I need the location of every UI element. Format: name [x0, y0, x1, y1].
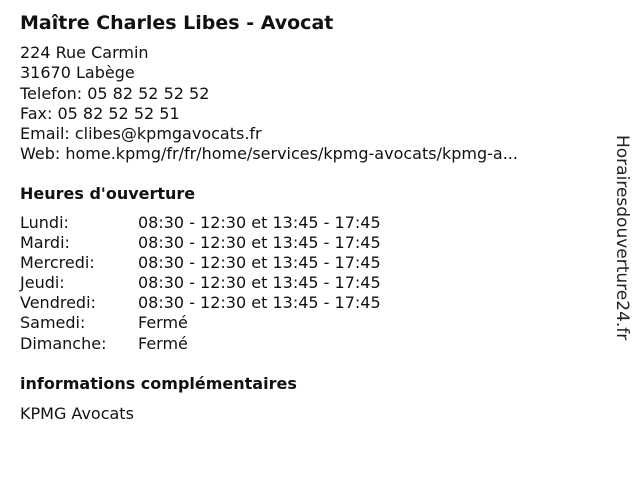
day-hours: Fermé [138, 313, 188, 333]
day-label: Mercredi: [20, 253, 95, 273]
phone-line: Telefon: 05 82 52 52 52 [20, 83, 210, 103]
site-watermark: Horairesdouverture24.fr [612, 135, 632, 341]
day-label: Samedi: [20, 313, 86, 333]
fax-line: Fax: 05 82 52 52 51 [20, 103, 180, 123]
extra-info-heading: informations complémentaires [20, 374, 297, 393]
hours-row-monday [20, 213, 381, 233]
hours-row-friday [20, 293, 381, 313]
day-label: Lundi: [20, 213, 69, 232]
web-line: Web: home.kpmg/fr/fr/home/services/kpmg-avocats/kpmg-a... [20, 144, 518, 164]
day-hours: 08:30 - 12:30 et 13:45 - 17:45 [138, 253, 381, 273]
day-label: Vendredi: [20, 293, 96, 313]
hours-row-sunday [20, 334, 381, 354]
address-city: 31670 Labège [20, 63, 135, 83]
hours-row-saturday [20, 313, 381, 333]
day-hours: 08:30 - 12:30 et 13:45 - 17:45 [138, 273, 381, 293]
hours-row-thursday [20, 273, 381, 293]
day-label: Mardi: [20, 233, 70, 253]
hours-row-wednesday [20, 253, 381, 273]
opening-hours-table [20, 213, 381, 354]
contact-block [20, 43, 518, 165]
email-line: Email: clibes@kpmgavocats.fr [20, 124, 262, 144]
address-street: 224 Rue Carmin [20, 43, 149, 62]
day-hours: Fermé [138, 333, 188, 353]
extra-info-text: KPMG Avocats [20, 404, 134, 423]
day-hours: 08:30 - 12:30 et 13:45 - 17:45 [138, 213, 381, 232]
page-title: Maître Charles Libes - Avocat [20, 12, 334, 34]
day-label: Dimanche: [20, 333, 107, 353]
hours-row-tuesday [20, 233, 381, 253]
day-hours: 08:30 - 12:30 et 13:45 - 17:45 [138, 233, 381, 253]
hours-heading: Heures d'ouverture [20, 184, 196, 203]
day-label: Jeudi: [20, 273, 65, 293]
day-hours: 08:30 - 12:30 et 13:45 - 17:45 [138, 293, 381, 313]
